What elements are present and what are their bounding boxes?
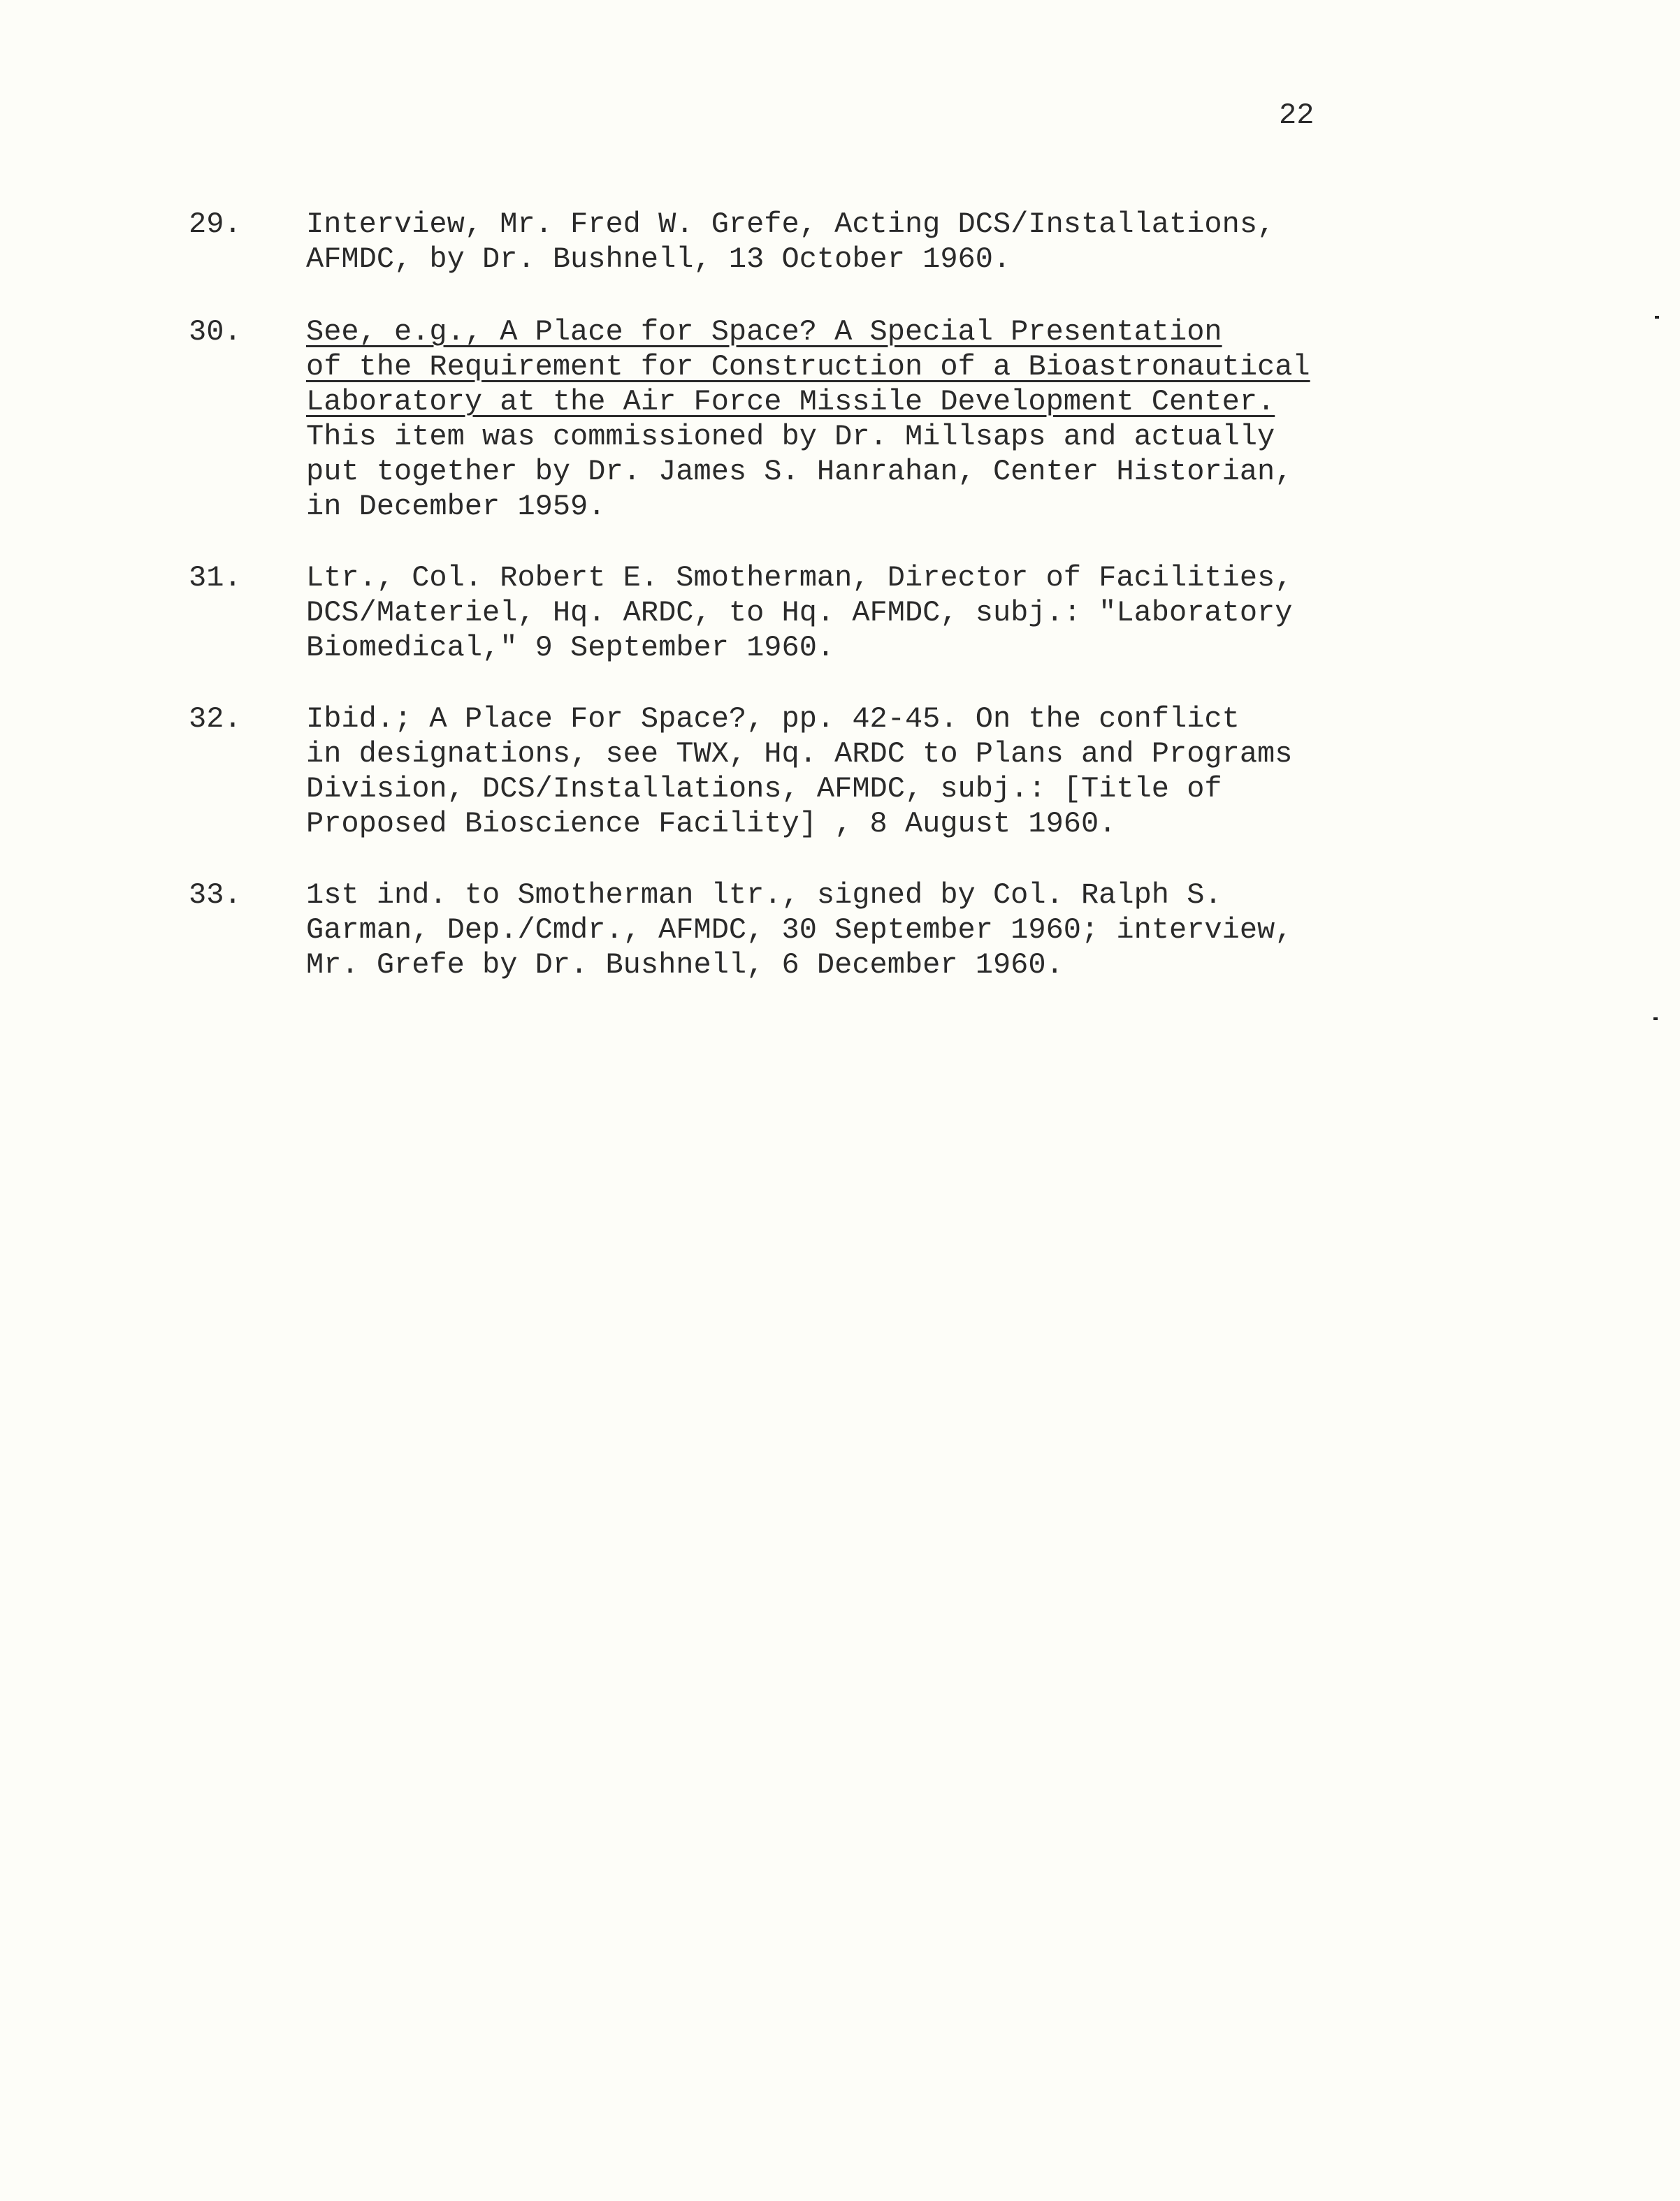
scan-speck — [1655, 316, 1659, 319]
underlined-title-line: See, e.g., A Place for Space? A Special Presentation — [306, 315, 1222, 349]
page-number: 22 — [1279, 99, 1315, 132]
footnote-line: in designations, see TWX, Hq. ARDC to Plans and Programs — [306, 737, 1293, 771]
footnote-text — [306, 702, 1452, 841]
footnote-line: Mr. Grefe by Dr. Bushnell, 6 December 1960. — [306, 948, 1064, 982]
footnote-number: 30. — [189, 315, 242, 349]
footnote-number: 32. — [189, 702, 242, 736]
footnote-line: Ltr., Col. Robert E. Smotherman, Director of Facilities, — [306, 561, 1293, 595]
footnote-text — [306, 207, 1452, 277]
underlined-title-line: Laboratory at the Air Force Missile Development Center. — [306, 385, 1275, 419]
footnote-text — [306, 314, 1452, 524]
footnote-line: DCS/Materiel, Hq. ARDC, to Hq. AFMDC, subj.: "Laboratory — [306, 596, 1293, 630]
footnote-number: 29. — [189, 208, 242, 241]
footnote-line: Ibid.; A Place For Space?, pp. 42-45. On the conflict — [306, 702, 1240, 736]
footnote-text — [306, 878, 1452, 982]
footnote-line: put together by Dr. James S. Hanrahan, Center Historian, — [306, 455, 1293, 488]
footnote-line: Garman, Dep./Cmdr., AFMDC, 30 September 1960; interview, — [306, 913, 1293, 947]
footnote-line: Interview, Mr. Fred W. Grefe, Acting DCS/Installations, — [306, 208, 1275, 241]
footnote-line: This item was commissioned by Dr. Millsaps and actually — [306, 420, 1275, 453]
footnote-text — [306, 560, 1452, 665]
footnote-number: 31. — [189, 561, 242, 595]
footnote-line: Biomedical," 9 September 1960. — [306, 631, 835, 664]
footnote-line: AFMDC, by Dr. Bushnell, 13 October 1960. — [306, 242, 1011, 276]
footnote-number: 33. — [189, 878, 242, 912]
footnote-line: in December 1959. — [306, 490, 606, 523]
footnote-line: Division, DCS/Installations, AFMDC, subj.: [Title of — [306, 772, 1222, 806]
underlined-title-line: of the Requirement for Construction of a Bioastronautical — [306, 350, 1310, 384]
footnote-line: Proposed Bioscience Facility] , 8 August 1960. — [306, 807, 1117, 841]
scan-speck — [1653, 1017, 1658, 1020]
footnote-line: 1st ind. to Smotherman ltr., signed by Col. Ralph S. — [306, 878, 1222, 912]
